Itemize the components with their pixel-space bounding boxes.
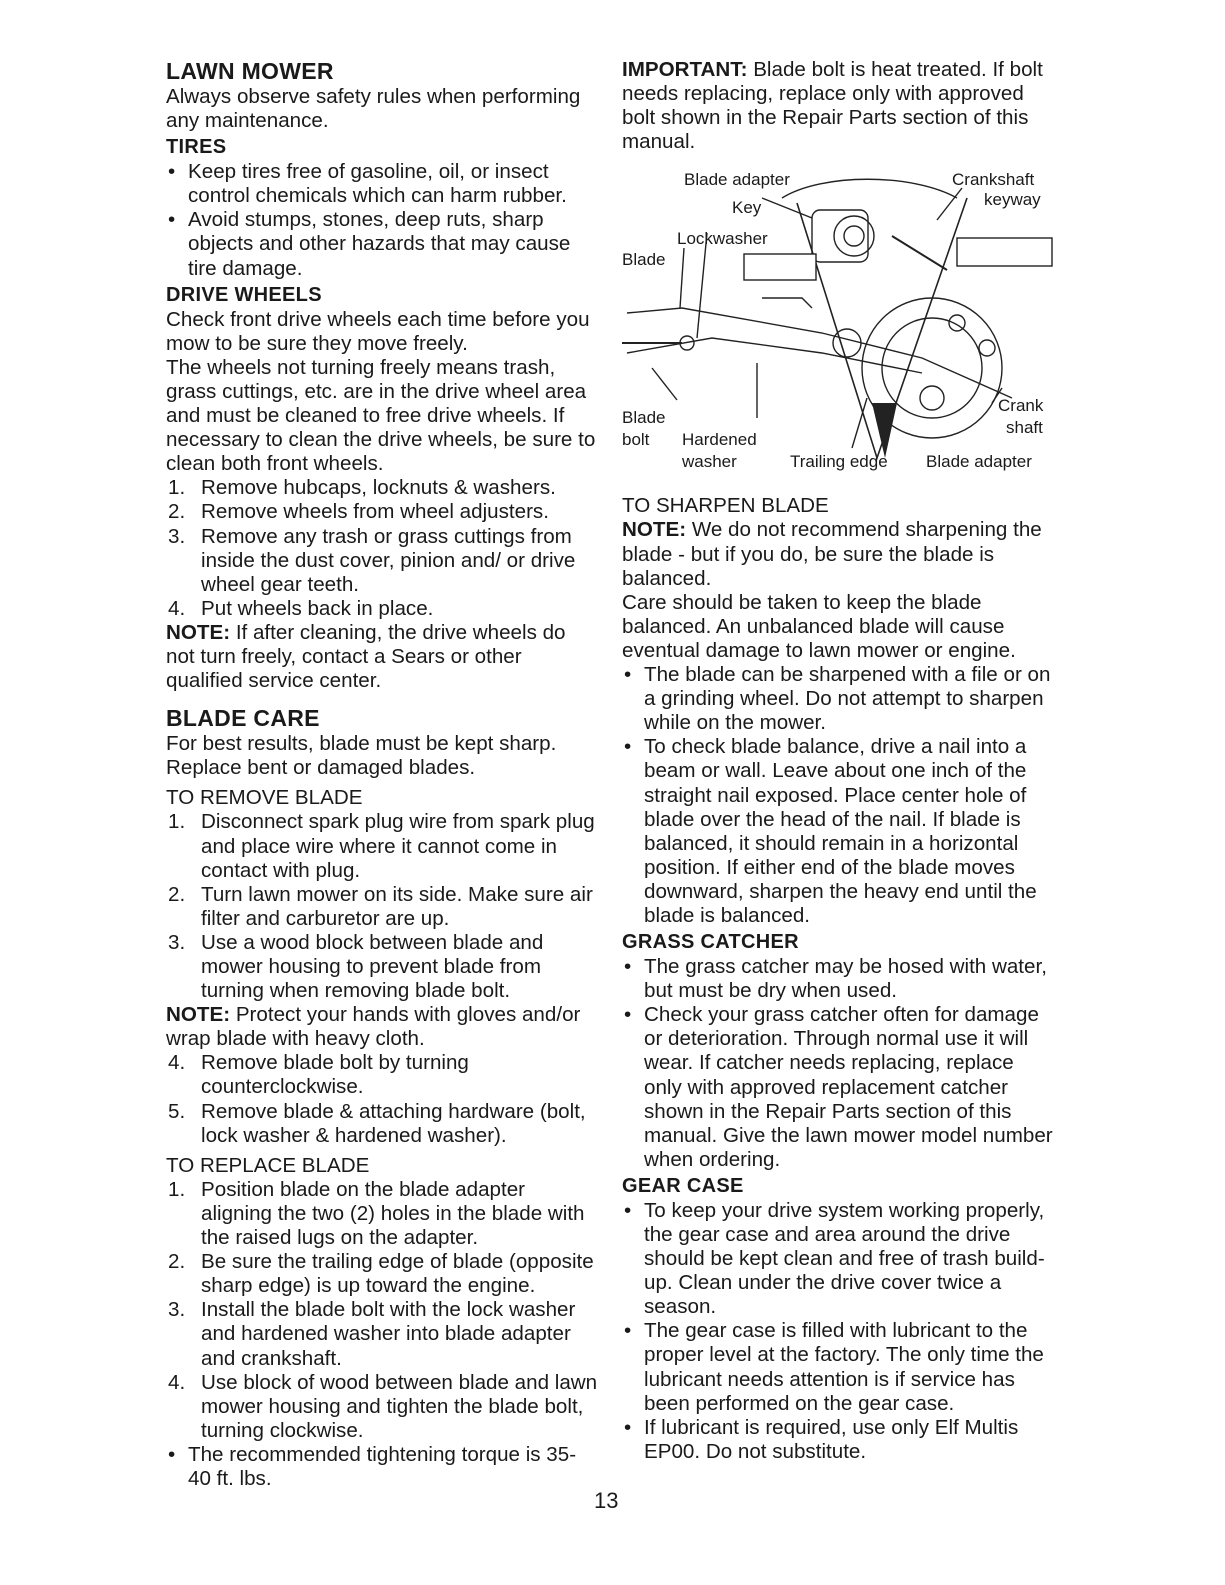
adapter-center [920,386,944,410]
list-item: • To check blade balance, drive a nail into a beam or wall. Leave about one inch of the straight nail exposed. Place center hole of blade over the head of the nail. If blade is balanced, it should remain in a horizontal position. If either end of the blade moves downward, sharpen the heavy end until the blade is balanced. [622,735,1054,928]
note-label: NOTE: [622,518,687,542]
left-column [166,58,598,1491]
step-number: 3. [168,524,186,548]
label-crank-2: shaft [1006,418,1043,438]
blade-edge-top [762,298,812,308]
list-item: • To keep your drive system working properly, the gear case and area around the drive should be kept clean and free of trash build-up. Clean under the drive cover twice a season. [622,1199,1054,1319]
leader-blade-top [680,248,684,308]
step-number: 4. [168,1051,186,1075]
callout-tip [872,403,897,458]
key-block [812,210,868,262]
sharpen-para: Care should be taken to keep the blade balanced. An unbalanced blade will cause eventual damage to lawn mower or engine. [622,590,1016,662]
label-crankshaft: Crankshaft [952,170,1035,190]
blade-care-intro: For best results, blade must be kept sharp. Replace bent or damaged blades. [166,732,557,780]
step-text: Remove blade bolt by turning counterclockwise. [201,1051,469,1099]
tires-list [166,160,598,280]
leader-key [762,198,812,218]
step-number: 2. [168,500,186,524]
note-text: If after cleaning, the drive wheels do not turn freely, contact a Sears or other qualified service center. [166,620,566,693]
remove-blade-steps [166,810,598,1003]
crankshaft-hole [844,226,864,246]
sharpen-list [622,663,1054,928]
replace-blade-heading: TO REPLACE BLADE [166,1153,370,1177]
label-blade-bolt-2: bolt [622,430,650,450]
drive-wheels-note [166,621,598,693]
drive-wheels-para-2: The wheels not turning freely means trash, grass cuttings, etc. are in the drive wheel area and must be cleaned to free drive wheels. If necessary to clean the drive wheels, be sure to clean both front wheels. [166,355,596,476]
step-number: 2. [168,1250,186,1274]
label-blade-adapter: Blade adapter [684,170,790,190]
list-item: • The grass catcher may be hosed with water, but must be dry when used. [622,955,1054,1003]
note-text: We do not recommend sharpening the blade - but if you do, be sure the blade is balanced. [622,518,1042,590]
step-number: 4. [168,596,186,620]
list-item: • The gear case is filled with lubricant to the proper level at the factory. The only time the lubricant needs attention is if service has been performed on the gear case. [622,1319,1054,1415]
step-number: 1. [168,476,186,500]
step-number: 1. [168,1177,186,1201]
label-keyway: keyway [984,190,1041,210]
step-number: 3. [168,1298,186,1322]
label-hardened-1: Hardened [682,430,757,450]
list-item [166,597,598,621]
label-lockwasher: Lockwasher [677,229,768,249]
step-number: 5. [168,1099,186,1123]
note-text: Protect your hands with gloves and/or wrap blade with heavy cloth. [166,1003,581,1051]
label-trailing-edge: Trailing edge [790,452,888,472]
label-blade-adapter-bottom: Blade adapter [926,452,1032,472]
list-item [166,1250,598,1298]
keyway-line [892,236,947,270]
tires-heading: TIRES [166,136,227,159]
label-blade-bolt-1: Blade [622,408,666,428]
step-text: Remove blade & attaching hardware (bolt, lock washer & hardened washer). [201,1099,586,1147]
list-item [166,810,598,882]
step-number: 4. [168,1370,186,1394]
shaft-right [957,238,1052,266]
step-text: Install the blade bolt with the lock washer and hardened washer into blade adapter and crankshaft. [201,1298,576,1370]
page-number: 13 [594,1488,619,1513]
lawn-mower-heading: LAWN MOWER [166,58,334,84]
adapter-hub [833,329,861,357]
note-label: NOTE: [166,620,231,644]
step-text: Use a wood block between blade and mower housing to prevent blade from turning when removing blade bolt. [201,930,544,1003]
leader-keyway [937,188,962,220]
note-label: NOTE: [166,1003,231,1027]
gear-case-heading: GEAR CASE [622,1174,744,1197]
step-number: 2. [168,882,186,906]
label-key: Key [732,198,762,218]
sharpen-note [622,518,1054,590]
list-item: • Avoid stumps, stones, deep ruts, sharp objects and other hazards that may cause tire damage. [166,208,598,280]
important-text: Blade bolt is heat treated. If bolt needs replacing, replace only with approved bolt shown in the Repair Parts section of this manual. [622,58,1043,154]
important-label: IMPORTANT: [622,58,748,81]
step-text: Remove wheels from wheel adjusters. [201,500,549,524]
drive-wheels-heading: DRIVE WHEELS [166,283,322,306]
list-item [166,883,598,931]
step-text: Use block of wood between blade and lawn mower housing and tighten the blade bolt, turning clockwise. [201,1370,598,1442]
remove-blade-heading: TO REMOVE BLADE [166,786,363,810]
list-item [166,476,598,500]
list-item: • If lubricant is required, use only Elf Multis EP00. Do not substitute. [622,1416,1054,1464]
adapter-lug [949,315,965,331]
shaft-left [744,254,816,280]
step-number: 3. [168,930,186,954]
label-crank-1: Crank [998,396,1044,416]
grass-catcher-list [622,955,1054,1172]
callout-arc [782,180,957,199]
list-item: • The recommended tightening torque is 35-40 ft. lbs. [166,1443,598,1491]
remove-blade-note [166,1003,598,1051]
replace-blade-steps [166,1178,598,1443]
leader-trailing [852,398,867,448]
list-item [166,1371,598,1443]
remove-blade-steps-continued [166,1051,598,1147]
list-item: • The blade can be sharpened with a file or on a grinding wheel. Do not attempt to sharpen while on the mower. [622,663,1054,735]
blade-assembly-diagram [622,158,1054,488]
drive-wheels-para-1: Check front drive wheels each time before you mow to be sure they move freely. [166,307,590,355]
step-text: Put wheels back in place. [201,596,434,620]
step-text: Remove any trash or grass cuttings from inside the dust cover, pinion and/ or drive wheel gear teeth. [201,524,576,596]
step-text: Position blade on the blade adapter aligning the two (2) holes in the blade with the raised lugs on the adapter. [201,1177,585,1250]
adapter-lug [979,340,995,356]
list-item [166,1178,598,1250]
list-item [166,1051,598,1099]
list-item [166,1100,598,1148]
grass-catcher-heading: GRASS CATCHER [622,931,799,954]
label-blade: Blade [622,250,666,270]
step-text: Turn lawn mower on its side. Make sure air filter and carburetor are up. [201,882,593,930]
important-note [622,58,1054,154]
list-item [166,525,598,597]
list-item: • Keep tires free of gasoline, oil, or insect control chemicals which can harm rubber. [166,160,598,208]
leader-blade-bolt [652,368,677,400]
step-number: 1. [168,810,186,834]
list-item [166,500,598,524]
gear-case-list [622,1199,1054,1464]
list-item: • Check your grass catcher often for damage or deterioration. Through normal use it will wear. If catcher needs replacing, replace only with approved replacement catcher shown in the Repair Parts section of this manual. Give the lawn mower model number when ordering. [622,1003,1054,1172]
label-hardened-2: washer [682,452,737,472]
list-item [166,931,598,1003]
right-column [622,58,1054,1464]
step-text: Be sure the trailing edge of blade (opposite sharp edge) is up toward the engine. [201,1250,594,1298]
step-text: Remove hubcaps, locknuts & washers. [201,476,556,500]
list-item [166,1298,598,1370]
torque-list [166,1443,598,1491]
step-text: Disconnect spark plug wire from spark plug and place wire where it cannot come in contact with plug. [201,810,595,882]
blade-care-heading: BLADE CARE [166,705,320,732]
drive-wheels-steps [166,476,598,621]
sharpen-blade-heading: TO SHARPEN BLADE [622,494,829,518]
lawn-mower-intro: Always observe safety rules when performing any maintenance. [166,85,581,133]
